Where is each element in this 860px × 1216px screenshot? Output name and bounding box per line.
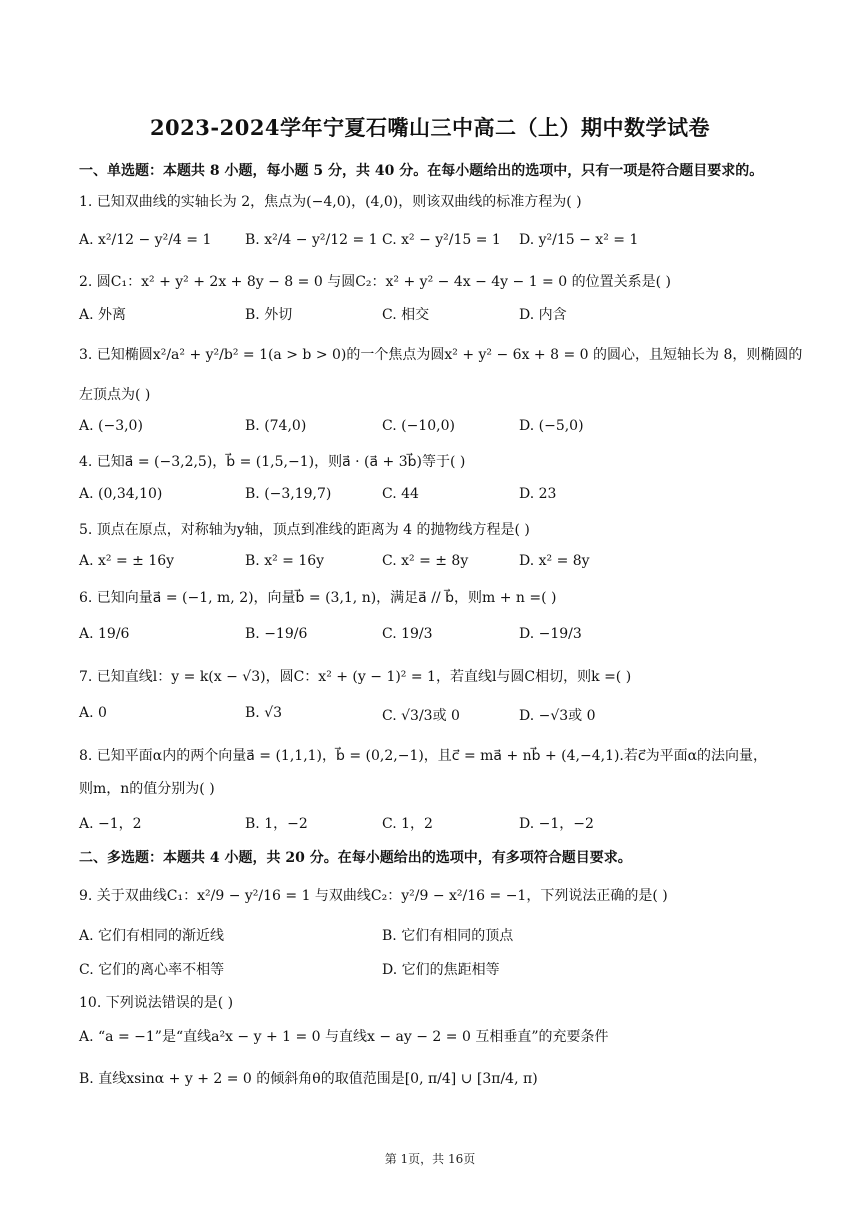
- question-7-options: [79, 705, 799, 729]
- option-c: C. 44: [382, 486, 419, 502]
- option-a: A. 19/6: [79, 626, 130, 642]
- option-d: D. 它们的焦距相等: [382, 962, 500, 978]
- option-c: C. 19/3: [382, 626, 433, 642]
- question-7-stem: 7. 已知直线l：y = k(x − √3)，圆C：x² + (y − 1)² = 1，若直线l与圆C相切，则k =( ): [79, 669, 632, 685]
- question-4-options: [79, 486, 799, 510]
- question-10-stem: 10. 下列说法错误的是( ): [79, 995, 234, 1011]
- question-1-options: [79, 232, 799, 256]
- option-b: B. 它们有相同的顶点: [382, 928, 514, 944]
- option-d: D. 内含: [519, 307, 567, 323]
- option-c: C. x² = ± 8y: [382, 553, 469, 569]
- option-d: D. −19/3: [519, 626, 582, 642]
- question-5-options: [79, 553, 799, 577]
- question-8-stem-continued: 则m，n的值分别为( ): [79, 781, 215, 797]
- option-a: A. (0,34,10): [79, 486, 163, 502]
- option-d: D. −√3或 0: [519, 708, 596, 724]
- section-heading-multiple-choice: 二、多选题：本题共 4 小题，共 20 分。在每小题给出的选项中，有多项符合题目要求。: [79, 850, 632, 866]
- option-b: B. 外切: [245, 307, 293, 323]
- question-8-stem: 8. 已知平面α内的两个向量a⃗ = (1,1,1)，b⃗ = (0,2,−1)，且c⃗ = ma⃗ + nb⃗ + (4,−4,1).若c⃗为平面α的法向量，: [79, 748, 768, 764]
- question-10-option-a: A. “a = −1”是“直线a²x − y + 1 = 0 与直线x − ay − 2 = 0 互相垂直”的充要条件: [79, 1029, 609, 1045]
- question-4-stem: 4. 已知a⃗ = (−3,2,5)，b⃗ = (1,5,−1)，则a⃗ · (a⃗ + 3b⃗)等于( ): [79, 454, 466, 470]
- question-3-stem-continued: 左顶点为( ): [79, 387, 151, 403]
- question-9-options-row-2: [79, 959, 799, 983]
- section-heading-single-choice: 一、单选题：本题共 8 小题，每小题 5 分，共 40 分。在每小题给出的选项中，只有一项是符合题目要求的。: [79, 163, 764, 179]
- question-6-options: [79, 626, 799, 650]
- option-b: B. (−3,19,7): [245, 486, 332, 502]
- option-d: D. 23: [519, 486, 557, 502]
- option-a: A. 它们有相同的渐近线: [79, 928, 225, 944]
- option-c: C. 相交: [382, 307, 430, 323]
- option-a: A. −1，2: [79, 816, 142, 832]
- option-b: B. x²/4 − y²/12 = 1: [245, 232, 378, 248]
- question-3-options: [79, 418, 799, 442]
- option-a: A. 0: [79, 705, 107, 721]
- option-d: D. (−5,0): [519, 418, 584, 434]
- question-5-stem: 5. 顶点在原点，对称轴为y轴，顶点到准线的距离为 4 的抛物线方程是( ): [79, 522, 530, 538]
- question-10-option-b: B. 直线xsinα + y + 2 = 0 的倾斜角θ的取值范围是[0, π/4] ∪ [3π/4, π): [79, 1071, 538, 1087]
- option-c: C. (−10,0): [382, 418, 455, 434]
- option-c: C. √3/3或 0: [382, 708, 460, 724]
- option-d: D. y²/15 − x² = 1: [519, 232, 639, 248]
- option-a: A. x² = ± 16y: [79, 553, 175, 569]
- option-a: A. (−3,0): [79, 418, 143, 434]
- question-1-stem: 1. 已知双曲线的实轴长为 2，焦点为(−4,0)，(4,0)，则该双曲线的标准方程为( ): [79, 194, 582, 210]
- option-d: D. −1，−2: [519, 816, 594, 832]
- question-9-stem: 9. 关于双曲线C₁：x²/9 − y²/16 = 1 与双曲线C₂：y²/9 − x²/16 = −1，下列说法正确的是( ): [79, 888, 668, 904]
- question-9-options-row-1: [79, 925, 799, 949]
- question-2-options: [79, 304, 799, 328]
- option-b: B. (74,0): [245, 418, 307, 434]
- option-c: C. x² − y²/15 = 1: [382, 232, 501, 248]
- option-b: B. −19/6: [245, 626, 308, 642]
- option-d: D. x² = 8y: [519, 553, 590, 569]
- option-a: A. 外离: [79, 307, 127, 323]
- option-c: C. 它们的离心率不相等: [79, 962, 225, 978]
- question-6-stem: 6. 已知向量a⃗ = (−1, m, 2)，向量b⃗ = (3,1, n)，满足a⃗ // b⃗，则m + n =( ): [79, 590, 557, 606]
- page-title: 2023-2024学年宁夏石嘴山三中高二（上）期中数学试卷: [149, 115, 711, 140]
- question-8-options: [79, 813, 799, 837]
- option-c: C. 1，2: [382, 816, 433, 832]
- question-2-stem: 2. 圆C₁：x² + y² + 2x + 8y − 8 = 0 与圆C₂：x² + y² − 4x − 4y − 1 = 0 的位置关系是( ): [79, 274, 671, 290]
- option-b: B. x² = 16y: [245, 553, 325, 569]
- option-a: A. x²/12 − y²/4 = 1: [79, 232, 212, 248]
- question-3-stem: 3. 已知椭圆x²/a² + y²/b² = 1(a > b > 0)的一个焦点为圆x² + y² − 6x + 8 = 0 的圆心，且短轴长为 8，则椭圆的: [79, 347, 803, 363]
- option-b: B. 1，−2: [245, 816, 308, 832]
- option-b: B. √3: [245, 705, 283, 721]
- page-footer: 第 1页，共 16页: [384, 1152, 476, 1166]
